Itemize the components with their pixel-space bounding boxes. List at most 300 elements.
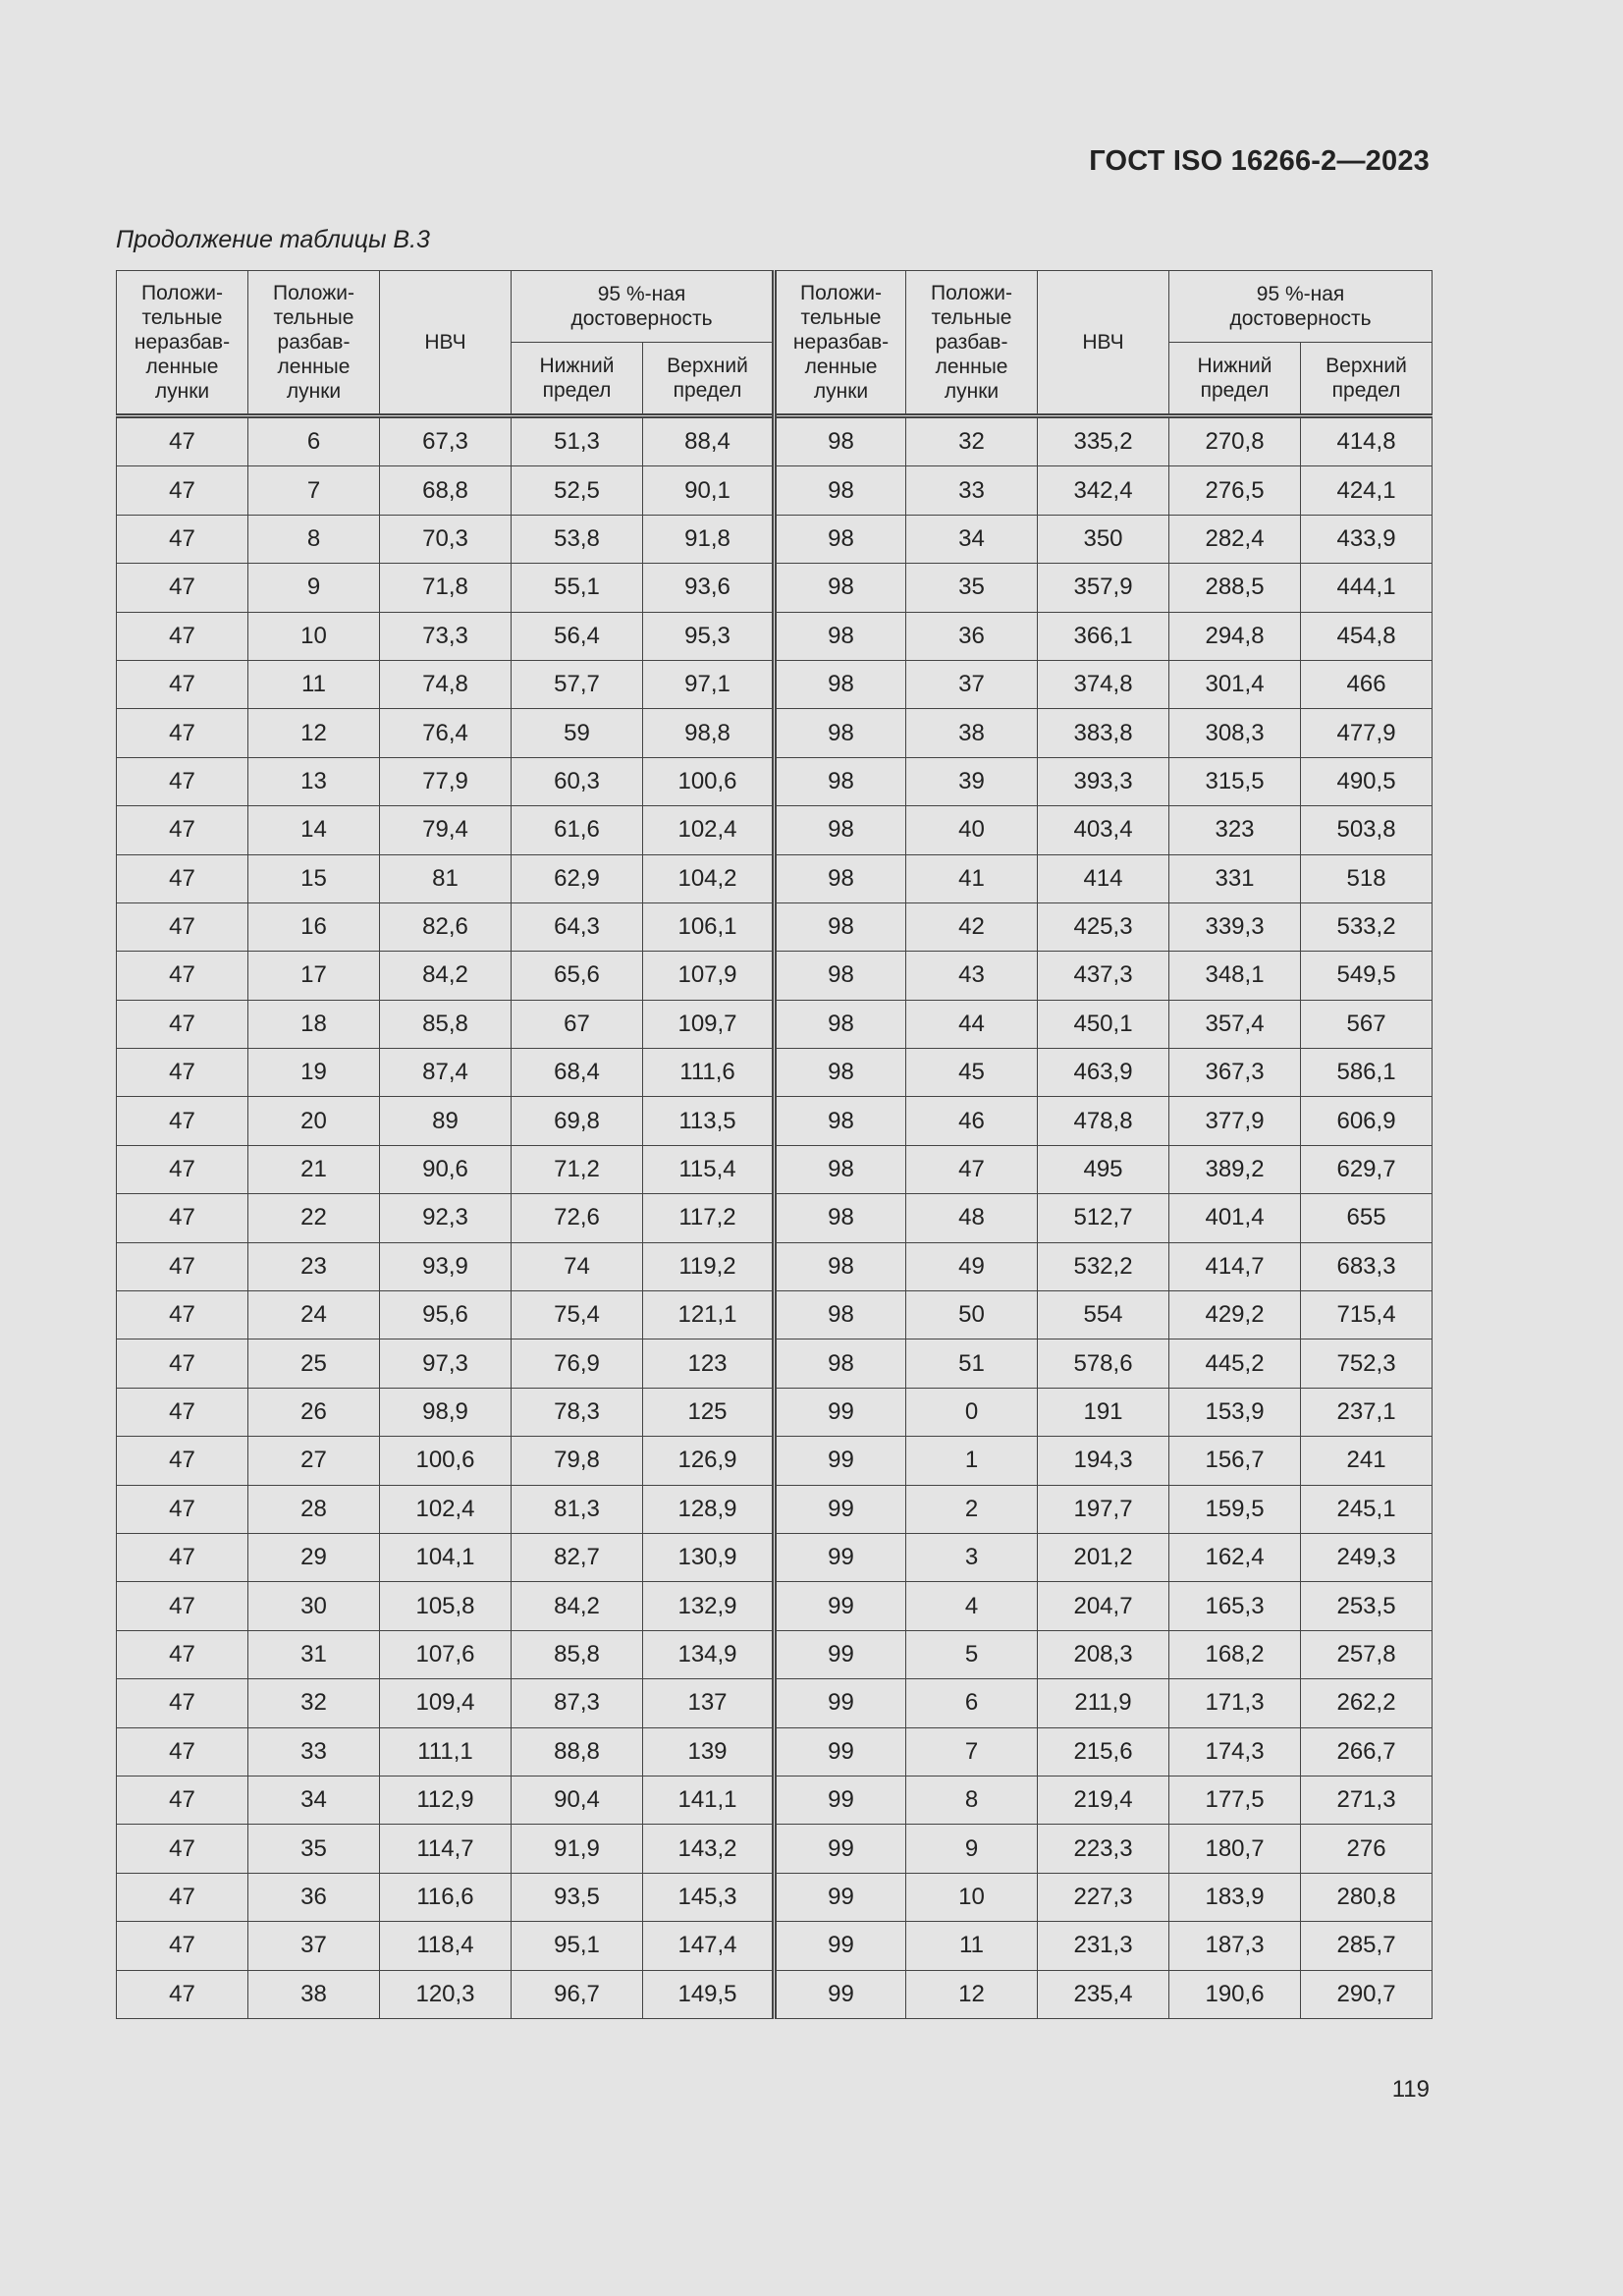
table-caption: Продолжение таблицы В.3 [116,226,430,253]
table-cell: 91,9 [512,1825,643,1873]
table-cell: 109,4 [380,1679,512,1727]
table-cell: 47 [117,1825,248,1873]
table-row [117,515,1433,563]
table-row [117,1242,1433,1290]
table-cell: 335,2 [1038,416,1169,466]
table-cell: 437,3 [1038,952,1169,1000]
table-cell: 168,2 [1169,1630,1301,1678]
table-cell: 403,4 [1038,806,1169,854]
table-cell: 99 [775,1825,906,1873]
table-cell: 36 [906,612,1038,660]
table-cell: 141,1 [643,1776,775,1824]
table-cell: 1 [906,1437,1038,1485]
table-cell: 567 [1301,1000,1433,1048]
table-cell: 47 [117,612,248,660]
table-cell: 81 [380,854,512,902]
table-cell: 98 [775,466,906,515]
table-cell: 69,8 [512,1097,643,1145]
table-row [117,1873,1433,1921]
table-cell: 414 [1038,854,1169,902]
table-cell: 42 [906,902,1038,951]
table-header [117,271,1433,416]
table-cell: 77,9 [380,757,512,805]
table-cell: 34 [248,1776,380,1824]
table-cell: 532,2 [1038,1242,1169,1290]
table-cell: 47 [117,515,248,563]
table-cell: 60,3 [512,757,643,805]
table-cell: 33 [248,1727,380,1776]
header-positive-diluted: Положи- тельные разбав- ленные лунки [248,271,380,416]
table-cell: 104,1 [380,1533,512,1581]
table-cell: 433,9 [1301,515,1433,563]
table-cell: 99 [775,1437,906,1485]
table-cell: 99 [775,1630,906,1678]
table-cell: 37 [248,1922,380,1970]
table-cell: 87,4 [380,1049,512,1097]
table-cell: 10 [906,1873,1038,1921]
table-cell: 79,4 [380,806,512,854]
table-cell: 98 [775,757,906,805]
table-cell: 12 [248,709,380,757]
table-cell: 257,8 [1301,1630,1433,1678]
table-cell: 84,2 [512,1582,643,1630]
table-cell: 366,1 [1038,612,1169,660]
table-cell: 147,4 [643,1922,775,1970]
table-cell: 512,7 [1038,1194,1169,1242]
table-cell: 111,1 [380,1727,512,1776]
table-cell: 68,8 [380,466,512,515]
table-cell: 47 [117,1194,248,1242]
table-cell: 107,9 [643,952,775,1000]
table-cell: 27 [248,1437,380,1485]
table-cell: 92,3 [380,1194,512,1242]
table-cell: 6 [906,1679,1038,1727]
table-cell: 477,9 [1301,709,1433,757]
table-cell: 47 [117,416,248,466]
table-cell: 270,8 [1169,416,1301,466]
header-mpn: НВЧ [380,271,512,416]
table-cell: 8 [906,1776,1038,1824]
table-cell: 301,4 [1169,660,1301,708]
table-cell: 47 [117,1970,248,2018]
table-cell: 47 [117,1097,248,1145]
table-cell: 76,4 [380,709,512,757]
table-row [117,854,1433,902]
table-cell: 65,6 [512,952,643,1000]
table-cell: 11 [906,1922,1038,1970]
table-cell: 22 [248,1194,380,1242]
table-cell: 30 [248,1582,380,1630]
table-cell: 98 [775,1291,906,1339]
table-cell: 315,5 [1169,757,1301,805]
table-cell: 26 [248,1388,380,1436]
table-cell: 12 [906,1970,1038,2018]
table-cell: 586,1 [1301,1049,1433,1097]
header-confidence: 95 %-ная достоверность [1169,271,1433,343]
table-row [117,757,1433,805]
header-positive-undiluted: Положи- тельные неразбав- ленные лунки [117,271,248,416]
table-cell: 180,7 [1169,1825,1301,1873]
table-cell: 96,7 [512,1970,643,2018]
table-cell: 389,2 [1169,1145,1301,1193]
table-cell: 99 [775,1873,906,1921]
table-cell: 78,3 [512,1388,643,1436]
table-cell: 145,3 [643,1873,775,1921]
table-cell: 47 [117,1679,248,1727]
table-cell: 23 [248,1242,380,1290]
table-cell: 47 [117,660,248,708]
table-cell: 99 [775,1776,906,1824]
table-cell: 47 [117,564,248,612]
table-cell: 36 [248,1873,380,1921]
table-cell: 100,6 [380,1437,512,1485]
table-cell: 285,7 [1301,1922,1433,1970]
table-cell: 490,5 [1301,757,1433,805]
table-cell: 752,3 [1301,1339,1433,1388]
table-cell: 194,3 [1038,1437,1169,1485]
table-cell: 156,7 [1169,1437,1301,1485]
table-cell: 47 [117,1388,248,1436]
table-cell: 235,4 [1038,1970,1169,2018]
table-row [117,1582,1433,1630]
table-cell: 554 [1038,1291,1169,1339]
table-cell: 47 [117,952,248,1000]
table-row [117,1388,1433,1436]
table-cell: 0 [906,1388,1038,1436]
table-cell: 109,7 [643,1000,775,1048]
table-cell: 104,2 [643,854,775,902]
table-cell: 47 [117,1582,248,1630]
table-cell: 339,3 [1169,902,1301,951]
table-cell: 99 [775,1970,906,2018]
table-cell: 219,4 [1038,1776,1169,1824]
table-cell: 84,2 [380,952,512,1000]
table-cell: 276,5 [1169,466,1301,515]
table-cell: 683,3 [1301,1242,1433,1290]
table-cell: 533,2 [1301,902,1433,951]
table-cell: 171,3 [1169,1679,1301,1727]
table-cell: 143,2 [643,1825,775,1873]
table-cell: 9 [248,564,380,612]
table-cell: 98,9 [380,1388,512,1436]
table-row [117,1049,1433,1097]
table-cell: 99 [775,1485,906,1533]
table-cell: 75,4 [512,1291,643,1339]
table-cell: 128,9 [643,1485,775,1533]
table-cell: 74 [512,1242,643,1290]
table-cell: 98 [775,564,906,612]
table-cell: 88,8 [512,1727,643,1776]
table-cell: 33 [906,466,1038,515]
table-cell: 48 [906,1194,1038,1242]
table-cell: 308,3 [1169,709,1301,757]
table-cell: 8 [248,515,380,563]
table-cell: 47 [117,806,248,854]
table-cell: 47 [117,854,248,902]
table-cell: 211,9 [1038,1679,1169,1727]
header-lower-limit: Нижний предел [1169,343,1301,416]
table-cell: 106,1 [643,902,775,951]
header-positive-diluted: Положи- тельные разбав- ленные лунки [906,271,1038,416]
table-cell: 655 [1301,1194,1433,1242]
table-cell: 331 [1169,854,1301,902]
table-cell: 45 [906,1049,1038,1097]
table-cell: 115,4 [643,1145,775,1193]
table-cell: 47 [117,1485,248,1533]
table-cell: 38 [906,709,1038,757]
table-cell: 227,3 [1038,1873,1169,1921]
table-cell: 253,5 [1301,1582,1433,1630]
table-cell: 76,9 [512,1339,643,1388]
table-cell: 93,6 [643,564,775,612]
table-cell: 323 [1169,806,1301,854]
table-cell: 47 [117,1000,248,1048]
table-cell: 95,1 [512,1922,643,1970]
table-cell: 204,7 [1038,1582,1169,1630]
table-cell: 29 [248,1533,380,1581]
table-cell: 71,8 [380,564,512,612]
table-cell: 93,5 [512,1873,643,1921]
table-cell: 98 [775,416,906,466]
table-cell: 97,3 [380,1339,512,1388]
table-cell: 98 [775,1194,906,1242]
table-cell: 401,4 [1169,1194,1301,1242]
table-cell: 73,3 [380,612,512,660]
table-cell: 6 [248,416,380,466]
table-cell: 100,6 [643,757,775,805]
table-cell: 67 [512,1000,643,1048]
table-cell: 47 [906,1145,1038,1193]
table-cell: 85,8 [380,1000,512,1048]
table-cell: 223,3 [1038,1825,1169,1873]
table-cell: 294,8 [1169,612,1301,660]
table-cell: 2 [906,1485,1038,1533]
table-cell: 13 [248,757,380,805]
table-cell: 629,7 [1301,1145,1433,1193]
table-cell: 165,3 [1169,1582,1301,1630]
table-cell: 429,2 [1169,1291,1301,1339]
table-cell: 98 [775,1000,906,1048]
table-cell: 102,4 [643,806,775,854]
table-cell: 37 [906,660,1038,708]
table-cell: 125 [643,1388,775,1436]
table-row [117,1339,1433,1388]
table-cell: 282,4 [1169,515,1301,563]
table-cell: 424,1 [1301,466,1433,515]
table-cell: 47 [117,1291,248,1339]
table-cell: 10 [248,612,380,660]
table-cell: 51,3 [512,416,643,466]
table-cell: 98 [775,1097,906,1145]
table-row [117,1970,1433,2018]
table-cell: 62,9 [512,854,643,902]
table-cell: 454,8 [1301,612,1433,660]
table-cell: 445,2 [1169,1339,1301,1388]
table-cell: 111,6 [643,1049,775,1097]
table-cell: 49 [906,1242,1038,1290]
table-cell: 68,4 [512,1049,643,1097]
table-cell: 47 [117,1630,248,1678]
table-cell: 288,5 [1169,564,1301,612]
table-cell: 99 [775,1582,906,1630]
table-cell: 116,6 [380,1873,512,1921]
table-cell: 17 [248,952,380,1000]
table-row [117,806,1433,854]
table-cell: 98 [775,709,906,757]
table-cell: 47 [117,757,248,805]
table-cell: 38 [248,1970,380,2018]
table-cell: 97,1 [643,660,775,708]
table-cell: 98 [775,1049,906,1097]
table-cell: 67,3 [380,416,512,466]
table-cell: 215,6 [1038,1727,1169,1776]
table-cell: 47 [117,709,248,757]
table-cell: 74,8 [380,660,512,708]
table-cell: 357,9 [1038,564,1169,612]
table-cell: 123 [643,1339,775,1388]
table-cell: 174,3 [1169,1727,1301,1776]
table-cell: 98 [775,902,906,951]
table-cell: 43 [906,952,1038,1000]
table-cell: 87,3 [512,1679,643,1727]
table-cell: 98 [775,1339,906,1388]
table-cell: 5 [906,1630,1038,1678]
table-cell: 112,9 [380,1776,512,1824]
table-cell: 208,3 [1038,1630,1169,1678]
table-cell: 35 [248,1825,380,1873]
table-cell: 7 [906,1727,1038,1776]
table-row [117,416,1433,466]
table-row [117,612,1433,660]
table-cell: 7 [248,466,380,515]
table-cell: 119,2 [643,1242,775,1290]
table-cell: 28 [248,1485,380,1533]
table-cell: 98,8 [643,709,775,757]
table-cell: 183,9 [1169,1873,1301,1921]
table-cell: 237,1 [1301,1388,1433,1436]
table-row [117,1485,1433,1533]
table-cell: 98 [775,806,906,854]
table-cell: 59 [512,709,643,757]
table-row [117,1000,1433,1048]
table-cell: 503,8 [1301,806,1433,854]
table-cell: 50 [906,1291,1038,1339]
table-cell: 518 [1301,854,1433,902]
table-cell: 495 [1038,1145,1169,1193]
table-row [117,1097,1433,1145]
table-cell: 47 [117,1533,248,1581]
table-cell: 24 [248,1291,380,1339]
table-row [117,1922,1433,1970]
table-row [117,902,1433,951]
table-cell: 44 [906,1000,1038,1048]
table-cell: 15 [248,854,380,902]
table-cell: 81,3 [512,1485,643,1533]
table-cell: 266,7 [1301,1727,1433,1776]
table-cell: 466 [1301,660,1433,708]
table-cell: 249,3 [1301,1533,1433,1581]
table-cell: 35 [906,564,1038,612]
table-cell: 18 [248,1000,380,1048]
table-cell: 414,8 [1301,416,1433,466]
table-body [117,416,1433,2019]
table-cell: 31 [248,1630,380,1678]
table-cell: 463,9 [1038,1049,1169,1097]
table-container [116,270,1432,2019]
table-cell: 367,3 [1169,1049,1301,1097]
table-row [117,564,1433,612]
table-cell: 47 [117,1776,248,1824]
table-cell: 57,7 [512,660,643,708]
table-cell: 444,1 [1301,564,1433,612]
table-cell: 121,1 [643,1291,775,1339]
table-cell: 93,9 [380,1242,512,1290]
table-cell: 187,3 [1169,1922,1301,1970]
table-row [117,1727,1433,1776]
table-cell: 53,8 [512,515,643,563]
table-cell: 99 [775,1388,906,1436]
table-cell: 11 [248,660,380,708]
table-row [117,1145,1433,1193]
table-cell: 162,4 [1169,1533,1301,1581]
table-row [117,1776,1433,1824]
table-cell: 16 [248,902,380,951]
table-cell: 47 [117,1922,248,1970]
table-cell: 549,5 [1301,952,1433,1000]
table-cell: 20 [248,1097,380,1145]
table-cell: 99 [775,1922,906,1970]
table-cell: 47 [117,902,248,951]
table-cell: 95,3 [643,612,775,660]
table-cell: 95,6 [380,1291,512,1339]
table-cell: 40 [906,806,1038,854]
table-cell: 82,6 [380,902,512,951]
table-cell: 61,6 [512,806,643,854]
table-cell: 98 [775,1242,906,1290]
header-lower-limit: Нижний предел [512,343,643,416]
table-cell: 290,7 [1301,1970,1433,2018]
table-cell: 342,4 [1038,466,1169,515]
page-number: 119 [1391,2076,1430,2103]
table-cell: 47 [117,1145,248,1193]
table-cell: 190,6 [1169,1970,1301,2018]
table-cell: 19 [248,1049,380,1097]
table-cell: 262,2 [1301,1679,1433,1727]
table-row [117,660,1433,708]
table-cell: 350 [1038,515,1169,563]
table-cell: 55,1 [512,564,643,612]
table-cell: 120,3 [380,1970,512,2018]
table-cell: 126,9 [643,1437,775,1485]
table-cell: 47 [117,1727,248,1776]
table-cell: 139 [643,1727,775,1776]
table-cell: 98 [775,952,906,1000]
table-cell: 4 [906,1582,1038,1630]
table-cell: 99 [775,1679,906,1727]
table-cell: 117,2 [643,1194,775,1242]
table-cell: 377,9 [1169,1097,1301,1145]
table-cell: 102,4 [380,1485,512,1533]
table-cell: 132,9 [643,1582,775,1630]
table-row [117,1630,1433,1678]
table-cell: 90,6 [380,1145,512,1193]
table-cell: 34 [906,515,1038,563]
table-cell: 47 [117,1049,248,1097]
table-cell: 90,1 [643,466,775,515]
table-cell: 113,5 [643,1097,775,1145]
table-cell: 47 [117,1339,248,1388]
table-cell: 393,3 [1038,757,1169,805]
